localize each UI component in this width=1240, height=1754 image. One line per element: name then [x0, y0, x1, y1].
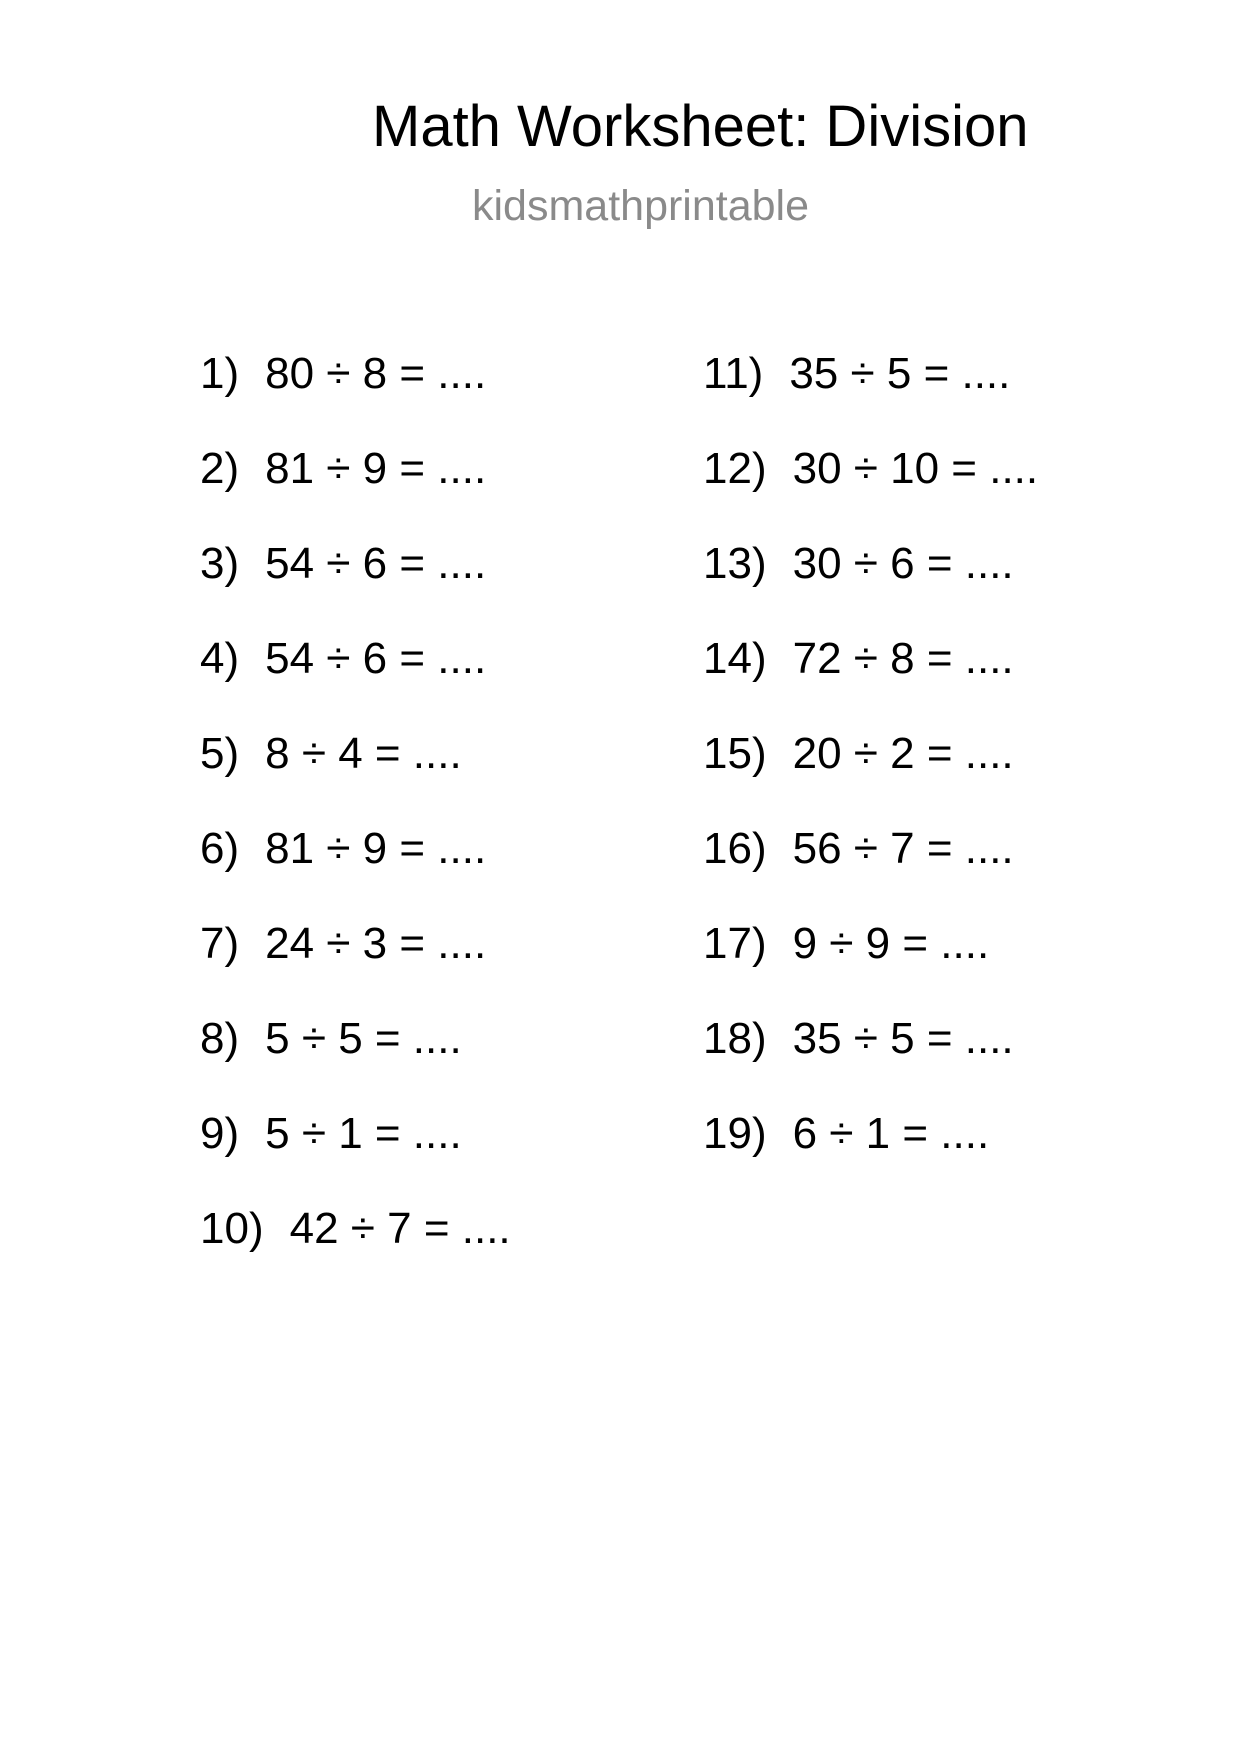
- problem-number: 11): [703, 349, 764, 398]
- problem-item: [200, 349, 511, 447]
- problem-item: [703, 349, 1038, 447]
- page-title: Math Worksheet: Division: [372, 94, 1029, 159]
- problem-item: [703, 1109, 1038, 1207]
- problem-expression: 8 ÷ 4 = ....: [265, 729, 462, 778]
- problem-number: 5): [200, 729, 240, 778]
- problem-number: 6): [200, 824, 240, 873]
- problem-number: 13): [703, 539, 767, 588]
- problem-expression: 30 ÷ 6 = ....: [792, 539, 1014, 588]
- problem-expression: 81 ÷ 9 = ....: [265, 824, 487, 873]
- problem-item: [703, 919, 1038, 1017]
- problem-number: 1): [200, 349, 240, 398]
- problems-left-column: [200, 349, 511, 1302]
- problem-item: [200, 824, 511, 922]
- problem-item: [703, 824, 1038, 922]
- problem-number: 10): [200, 1204, 264, 1253]
- problem-item: [703, 444, 1039, 542]
- problem-expression: 56 ÷ 7 = ....: [792, 824, 1014, 873]
- problem-number: 9): [200, 1109, 240, 1158]
- problem-item: [200, 634, 511, 732]
- problem-number: 8): [200, 1014, 240, 1063]
- problem-number: 17): [703, 919, 767, 968]
- problem-expression: 24 ÷ 3 = ....: [265, 919, 487, 968]
- problem-number: 7): [200, 919, 240, 968]
- problem-item: [703, 729, 1038, 827]
- problem-item: [703, 539, 1038, 637]
- problem-number: 15): [703, 729, 767, 778]
- problem-number: 4): [200, 634, 240, 683]
- problem-item: [200, 729, 511, 827]
- problem-expression: 30 ÷ 10 = ....: [792, 444, 1039, 493]
- problem-item: [703, 634, 1038, 732]
- problem-number: 19): [703, 1109, 767, 1158]
- problem-expression: 20 ÷ 2 = ....: [792, 729, 1014, 778]
- problem-expression: 80 ÷ 8 = ....: [265, 349, 487, 398]
- problem-expression: 72 ÷ 8 = ....: [792, 634, 1014, 683]
- problem-number: 18): [703, 1014, 767, 1063]
- problem-expression: 81 ÷ 9 = ....: [265, 444, 487, 493]
- problem-expression: 54 ÷ 6 = ....: [265, 634, 487, 683]
- problem-item: [200, 1014, 511, 1112]
- problem-number: 3): [200, 539, 240, 588]
- problem-number: 16): [703, 824, 767, 873]
- problem-expression: 5 ÷ 5 = ....: [265, 1014, 462, 1063]
- problem-item: [703, 1014, 1038, 1112]
- problem-expression: 5 ÷ 1 = ....: [265, 1109, 462, 1158]
- problem-expression: 9 ÷ 9 = ....: [792, 919, 990, 968]
- problem-expression: 35 ÷ 5 = ....: [789, 349, 1011, 398]
- problem-number: 14): [703, 634, 767, 683]
- problem-expression: 35 ÷ 5 = ....: [792, 1014, 1014, 1063]
- problem-item: [200, 1204, 511, 1302]
- problem-item: [200, 444, 511, 542]
- problem-expression: 6 ÷ 1 = ....: [792, 1109, 990, 1158]
- problem-number: 2): [200, 444, 240, 493]
- page-subtitle: kidsmathprintable: [472, 182, 810, 230]
- problem-expression: 54 ÷ 6 = ....: [265, 539, 487, 588]
- problems-right-column: [703, 349, 1039, 1207]
- problem-item: [200, 1109, 511, 1207]
- problem-number: 12): [703, 444, 767, 493]
- problem-item: [200, 919, 511, 1017]
- problem-expression: 42 ÷ 7 = ....: [289, 1204, 511, 1253]
- problem-item: [200, 539, 511, 637]
